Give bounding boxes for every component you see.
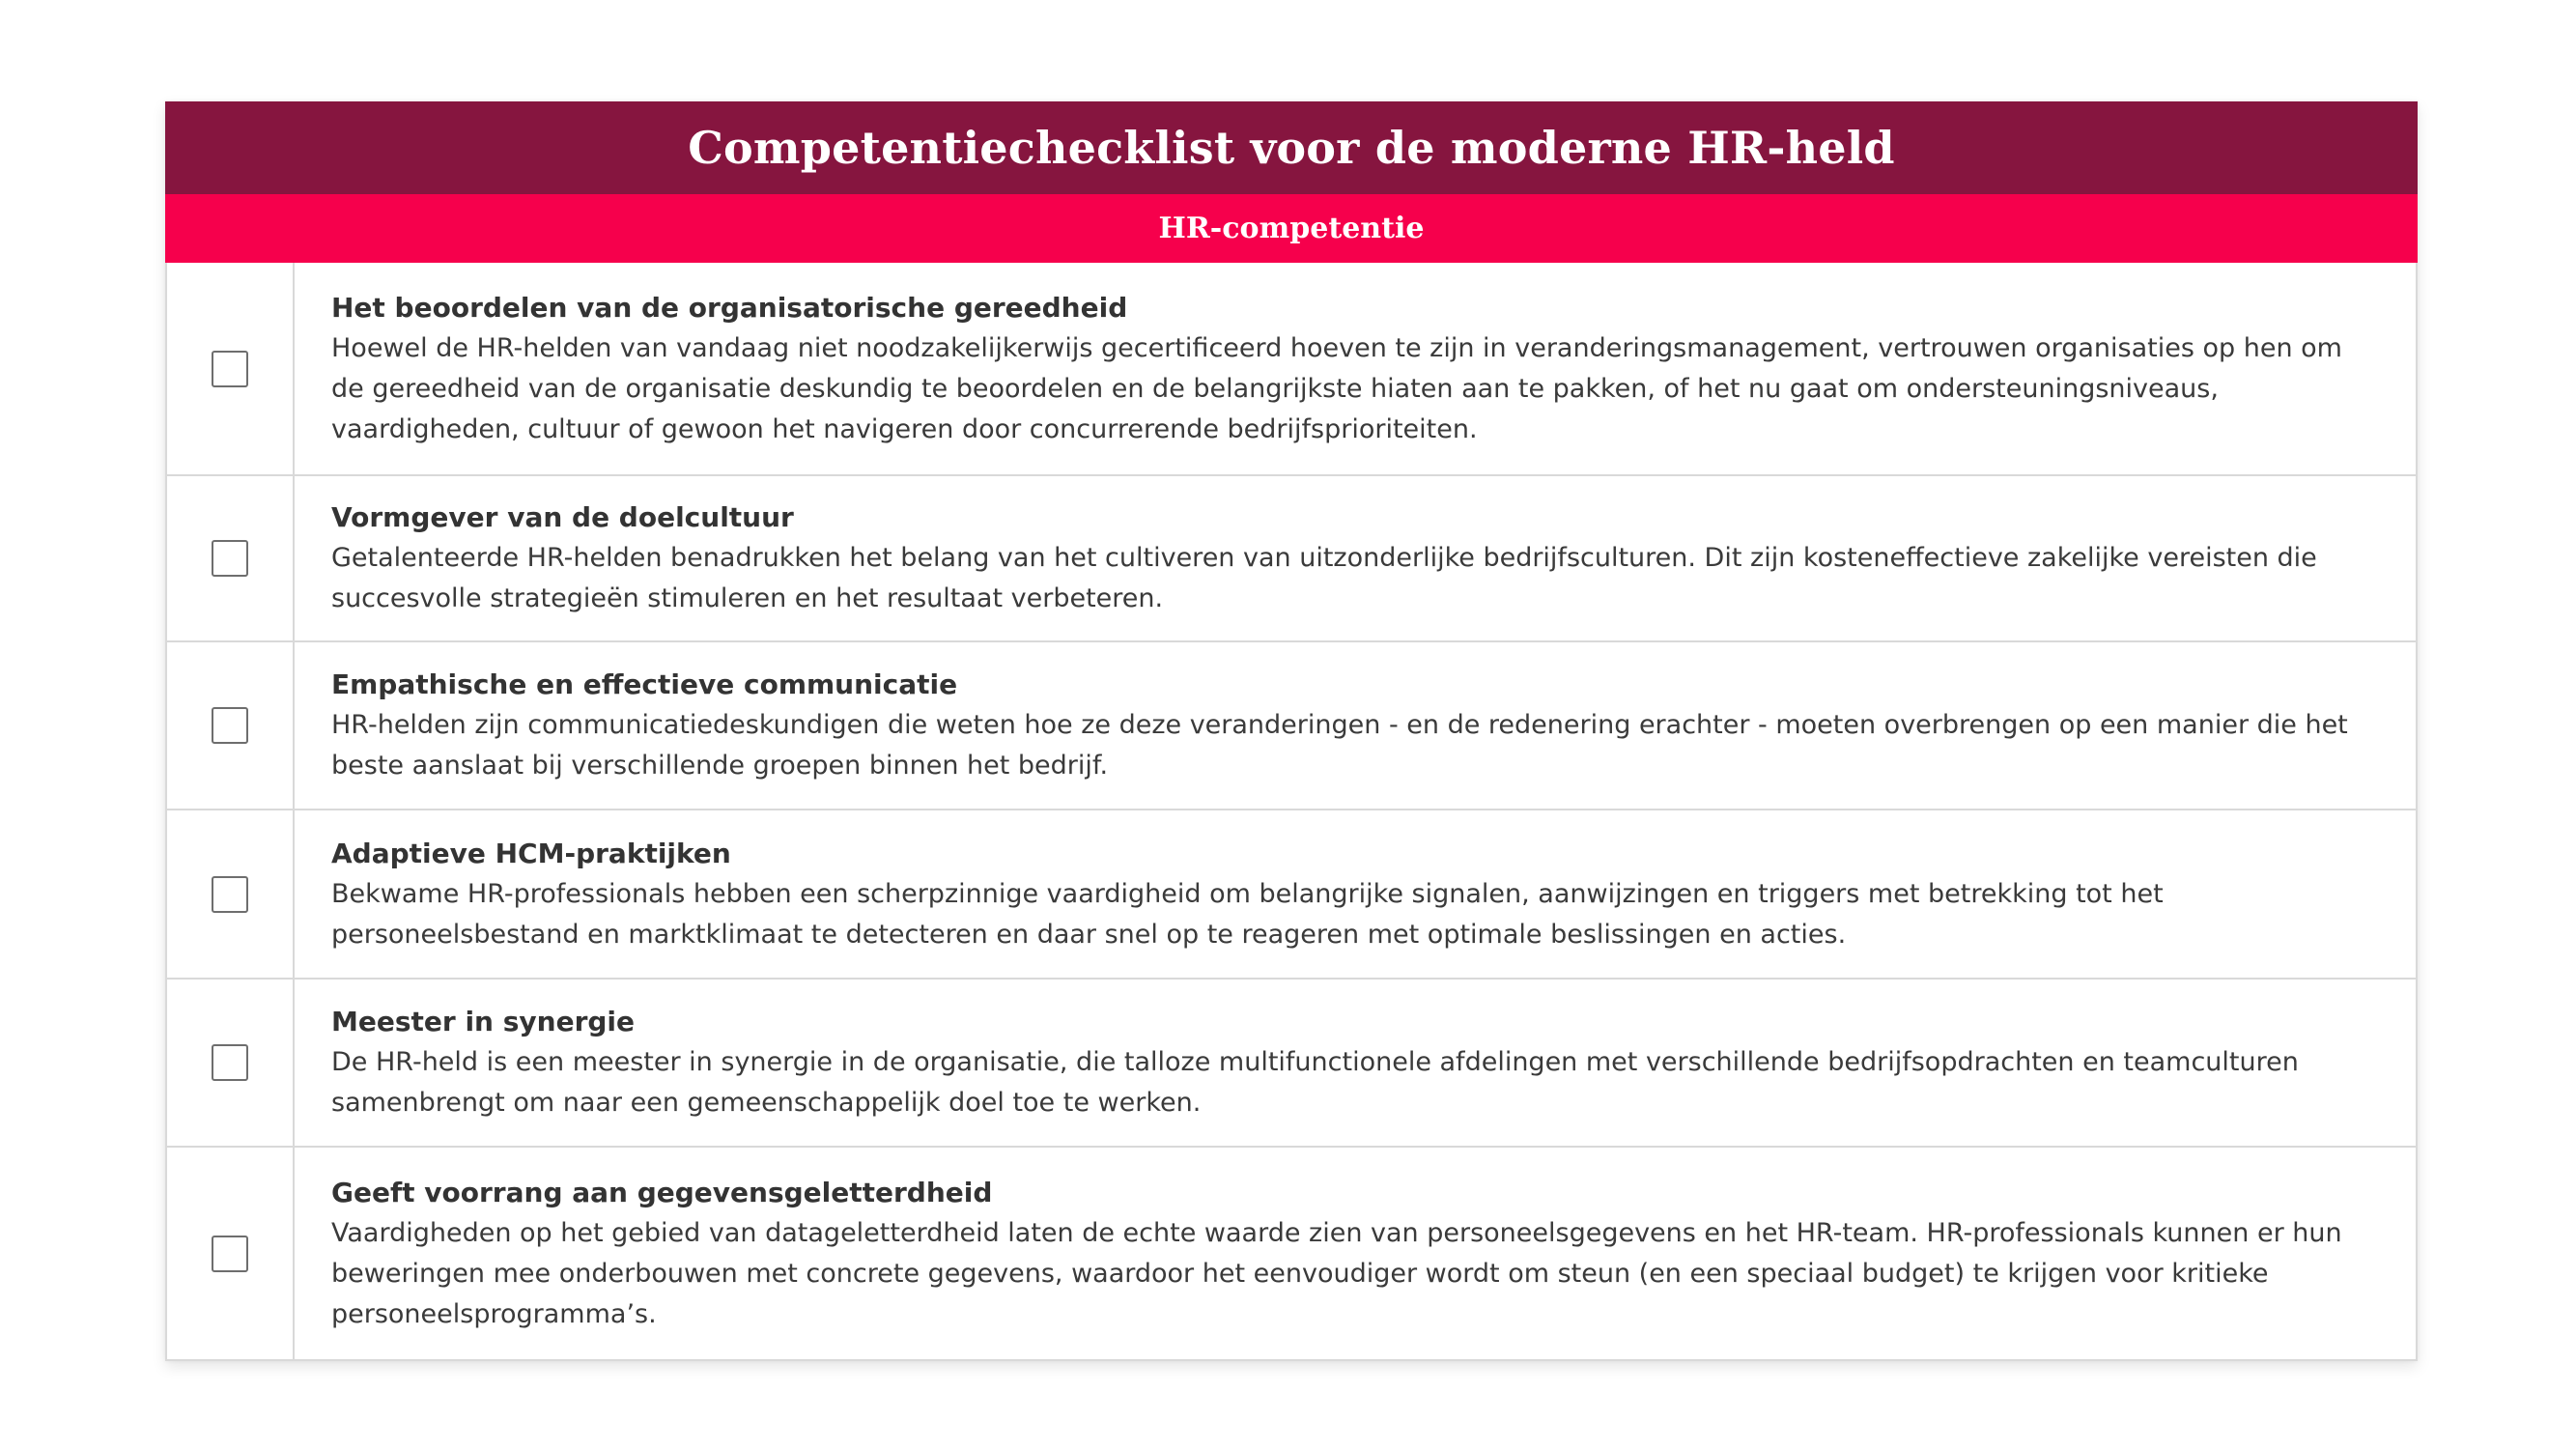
checkbox[interactable]: [212, 707, 248, 744]
checkbox[interactable]: [212, 876, 248, 913]
checkbox-cell: [167, 980, 295, 1146]
item-text: [295, 980, 2416, 1146]
checklist-row: [167, 980, 2416, 1148]
item-description: Getalenteerde HR-helden benadrukken het belang van het cultiveren van uitzonderlijke bedrijfsculturen. Dit zijn kosteneffectieve zakelijke vereisten die succesvolle strategieën stimuleren en het resultaat verbeteren.: [331, 543, 2317, 613]
checkbox[interactable]: [212, 1236, 248, 1272]
checklist-row: [167, 642, 2416, 810]
checklist-row: [167, 810, 2416, 980]
checkbox-cell: [167, 263, 295, 474]
checkbox-cell: [167, 642, 295, 809]
item-text: [295, 476, 2416, 640]
item-description: Vaardigheden op het gebied van datageletterdheid laten de echte waarde zien van personeelsgegevens en het HR-team. HR-professionals kunnen er hun beweringen mee onderbouwen met concrete gegevens, waardoor het eenvoudiger wordt om steun (en een speciaal budget) te krijgen voor kritieke personeelsprogramma’s.: [331, 1217, 2342, 1329]
checkbox[interactable]: [212, 1044, 248, 1081]
column-header: [165, 194, 2418, 263]
title-bar: [165, 101, 2418, 194]
checklist-row: [167, 1148, 2416, 1361]
checklist-row: [167, 476, 2416, 642]
page-title: Competentiechecklist voor de moderne HR-held: [688, 122, 1895, 174]
competency-checklist: [165, 101, 2418, 1361]
item-title: Empathische en effectieve communicatie: [331, 668, 958, 700]
checkbox-cell: [167, 810, 295, 978]
item-text: [295, 1148, 2416, 1359]
item-description: Bekwame HR-professionals hebben een scherpzinnige vaardigheid om belangrijke signalen, aanwijzingen en triggers met betrekking tot het personeelsbestand en marktklimaat te detecteren en daar snel op te reageren met optimale beslissingen en acties.: [331, 878, 2164, 950]
item-title: Geeft voorrang aan gegevensgeletterdheid: [331, 1176, 993, 1208]
column-header-label: HR-competentie: [1158, 212, 1425, 245]
item-text: [295, 810, 2416, 978]
item-text: [295, 263, 2416, 474]
item-title: Het beoordelen van de organisatorische gereedheid: [331, 291, 1128, 324]
item-description: HR-helden zijn communicatiedeskundigen die weten hoe ze deze veranderingen - en de redenering erachter - moeten overbrengen op een manier die het beste aanslaat bij verschillende groepen binnen het bedrijf.: [331, 710, 2348, 781]
checkbox-cell: [167, 476, 295, 640]
item-title: Vormgever van de doelcultuur: [331, 501, 794, 533]
item-title: Adaptieve HCM-praktijken: [331, 837, 731, 869]
item-description: Hoewel de HR-helden van vandaag niet noodzakelijkerwijs gecertificeerd hoeven te zijn in veranderingsmanagement, vertrouwen organisaties op hen om de gereedheid van de organisatie deskundig te beoordelen en de belangrijkste hiaten aan te pakken, of het nu gaat om ondersteuningsniveaus, vaardigheden, cultuur of gewoon het navigeren door concurrerende bedrijfsprioriteiten.: [331, 332, 2342, 444]
checklist-row: [167, 263, 2416, 476]
checkbox[interactable]: [212, 540, 248, 577]
item-title: Meester in synergie: [331, 1006, 636, 1037]
item-text: [295, 642, 2416, 809]
checkbox[interactable]: [212, 351, 248, 387]
item-description: De HR-held is een meester in synergie in de organisatie, die talloze multifunctionele afdelingen met verschillende bedrijfsopdrachten en teamculturen samenbrengt om naar een gemeenschappelijk doel toe te werken.: [331, 1047, 2299, 1118]
checkbox-cell: [167, 1148, 295, 1359]
checklist-rows: [165, 263, 2418, 1361]
